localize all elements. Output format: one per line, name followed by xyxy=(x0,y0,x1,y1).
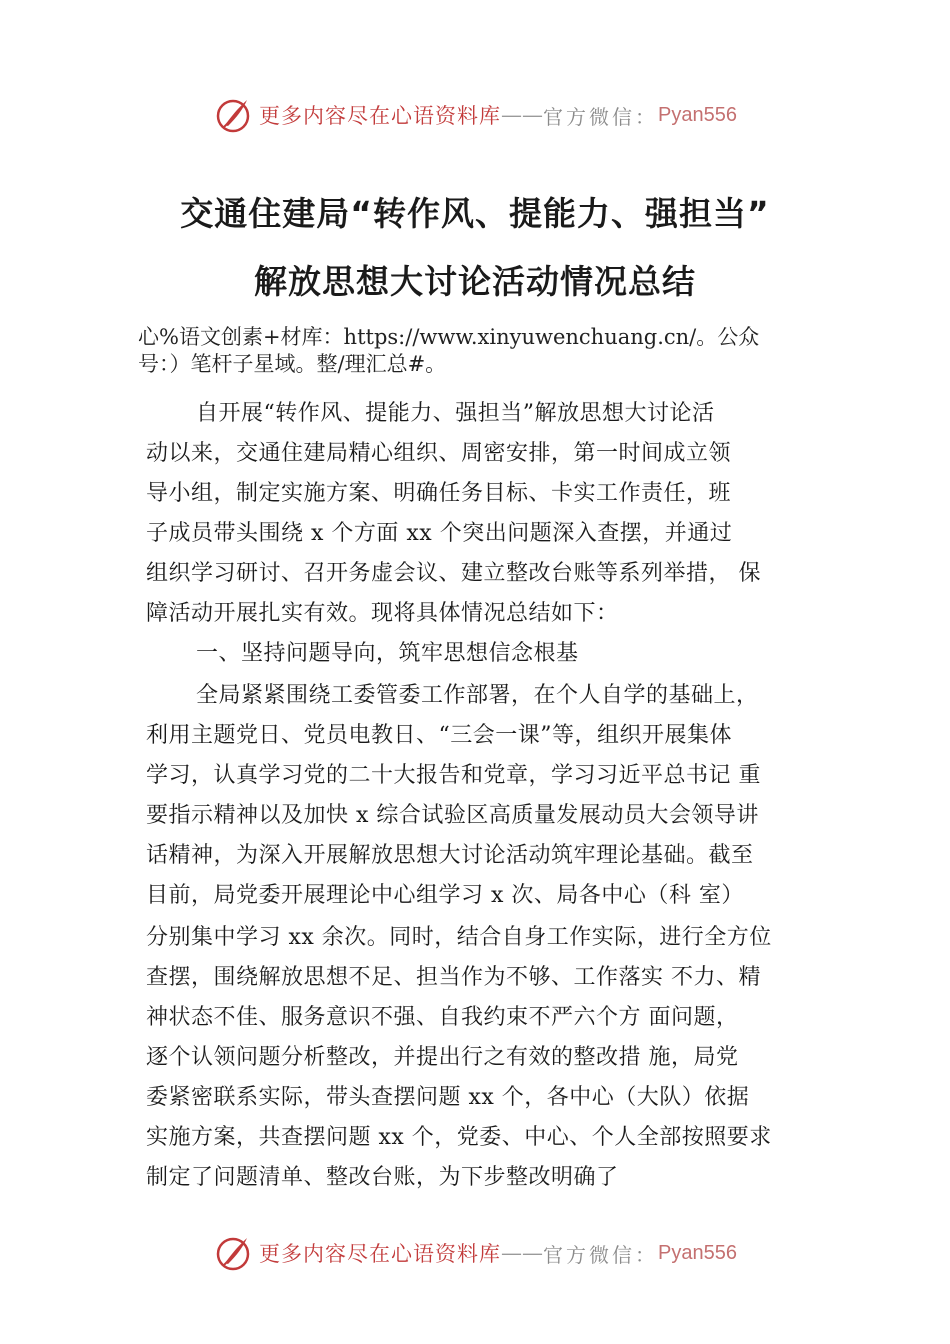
watermark-wechat-id: Pyan556 xyxy=(658,1241,737,1264)
body-line: 委紧密联系实际，带头查摆问题 xx 个，各中心（大队）依据 xyxy=(146,1085,750,1110)
body-line: 实施方案，共查摆问题 xx 个，党委、中心、个人全部按照要求 xyxy=(146,1125,772,1150)
body-line: 话精神，为深入开展解放思想大讨论活动筑牢理论基础。截至 xyxy=(146,843,754,868)
watermark-text: 更多内容尽在心语资料库 xyxy=(259,104,502,128)
watermark-wechat-id: Pyan556 xyxy=(658,103,737,126)
body-line: 全局紧紧围绕工委管委工作部署，在个人自学的基础上， xyxy=(196,683,759,708)
watermark-separator: —— xyxy=(501,1241,544,1265)
document-title-line-2: 解放思想大讨论活动情况总结 xyxy=(254,262,696,301)
source-note-line-2: 号：）笔杆子星域。整/理汇总#。 xyxy=(138,352,447,376)
body-line: 自开展“转作风、提能力、强担当”解放思想大讨论活 xyxy=(196,401,715,426)
body-line: 分别集中学习 xx 余次。同时，结合自身工作实际，进行全方位 xyxy=(146,925,772,950)
section-heading: 一、坚持问题导向，筑牢思想信念根基 xyxy=(196,641,579,666)
body-line: 神状态不佳、服务意识不强、自我约束不严六个方 面问题， xyxy=(146,1005,739,1030)
body-line: 动以来，交通住建局精心组织、周密安排，第一时间成立领 xyxy=(146,441,732,466)
watermark-wechat-label: 官方微信： xyxy=(543,104,659,129)
body-line: 子成员带头围绕 x 个方面 xx 个突出问题深入查摆，并通过 xyxy=(146,521,733,546)
quill-seal-icon xyxy=(213,95,253,135)
body-line: 障活动开展扎实有效。现将具体情况总结如下： xyxy=(146,601,619,626)
watermark-wechat-label: 官方微信： xyxy=(543,1242,659,1267)
watermark-banner-bottom xyxy=(0,1228,950,1278)
document-title-line-1: 交通住建局“转作风、提能力、强担当” xyxy=(180,194,770,233)
source-note-line-1: 心%语文创素+材库：https://www.xinyuwenchuang.cn/。公众 xyxy=(138,325,760,349)
body-line: 目前，局党委开展理论中心组学习 x 次、局各中心（科 室） xyxy=(146,883,744,908)
watermark-text: 更多内容尽在心语资料库 xyxy=(259,1242,502,1266)
watermark-separator: —— xyxy=(501,103,544,127)
body-line: 学习，认真学习党的二十大报告和党章，学习习近平总书记 重 xyxy=(146,763,761,788)
body-line: 导小组，制定实施方案、明确任务目标、卡实工作责任，班 xyxy=(146,481,732,506)
watermark-banner-top xyxy=(0,90,950,140)
body-line: 制定了问题清单、整改台账，为下步整改明确了 xyxy=(146,1165,619,1190)
quill-seal-icon xyxy=(213,1233,253,1273)
body-line: 利用主题党日、党员电教日、“三会一课”等，组织开展集体 xyxy=(146,723,732,748)
body-line: 逐个认领问题分析整改，并提出行之有效的整改措 施，局党 xyxy=(146,1045,739,1070)
body-line: 查摆，围绕解放思想不足、担当作为不够、工作落实 不力、精 xyxy=(146,965,761,990)
body-line: 要指示精神以及加快 x 综合试验区高质量发展动员大会领导讲 xyxy=(146,803,759,828)
body-line: 组织学习研讨、召开务虚会议、建立整改台账等系列举措， 保 xyxy=(146,561,761,586)
